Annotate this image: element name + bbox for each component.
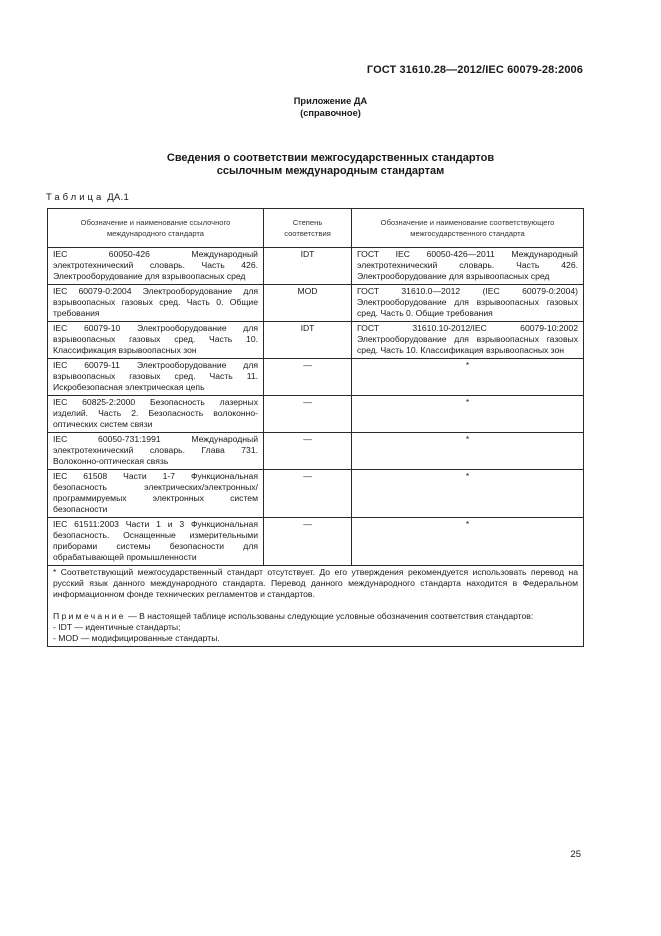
appendix-title: Приложение ДА <box>293 96 368 106</box>
table-row <box>48 285 584 322</box>
column-header-degree: Степень соответствия <box>264 209 352 248</box>
international-standard-cell: IEC 60825-2:2000 Безопасность лазерных изделий. Часть 2. Безопасность волоконно-оптических систем связи <box>48 396 264 433</box>
note-item-idt: - IDT — идентичные стандарты; <box>53 622 181 632</box>
document-id: ГОСТ 31610.28—2012/IEC 60079-28:2006 <box>366 64 583 76</box>
national-standard-cell: * <box>352 359 584 396</box>
table-row <box>48 322 584 359</box>
note-word: Примечание <box>53 611 126 621</box>
degree-cell: IDT <box>264 248 352 285</box>
national-standard-cell: * <box>352 433 584 470</box>
international-standard-cell: IEC 61511:2003 Части 1 и 3 Функциональная безопасность. Оснащенные измерительными приборами системы безопасности для обрабатывающей промышленности <box>48 518 264 566</box>
table-row <box>48 433 584 470</box>
table-header-row <box>48 209 584 248</box>
appendix-subtitle: (справочное) <box>300 108 361 118</box>
page-number: 25 <box>570 849 581 860</box>
section-title-line-2: ссылочным международным стандартам <box>216 165 445 177</box>
international-standard-cell: IEC 60050-426 Международный электротехнический словарь. Часть 426. Электрооборудование для взрывоопасных сред <box>48 248 264 285</box>
table-label <box>46 192 129 203</box>
national-standard-cell: * <box>352 518 584 566</box>
degree-cell: IDT <box>264 322 352 359</box>
table-label-number: ДА.1 <box>107 192 130 203</box>
table-row <box>48 518 584 566</box>
national-standard-cell: ГОСТ 31610.10-2012/IEC 60079-10:2002 Электрооборудование для взрывоопасных газовых сред. Часть 10. Классификация взрывоопасных зон <box>352 322 584 359</box>
appendix-heading <box>0 95 661 119</box>
degree-cell: MOD <box>264 285 352 322</box>
national-standard-cell: ГОСТ 31610.0—2012 (IEC 60079-0:2004) Электрооборудование для взрывоопасных газовых сред. Часть 0. Общие требования <box>352 285 584 322</box>
degree-cell: — <box>264 470 352 518</box>
national-standard-cell: * <box>352 470 584 518</box>
column-header-national: Обозначение и наименование соответствующего межгосударственного стандарта <box>352 209 584 248</box>
table-row <box>48 248 584 285</box>
note-item-mod: - MOD — модифицированные стандарты. <box>53 633 220 643</box>
table-footnote-cell <box>48 566 584 647</box>
international-standard-cell: IEC 60050-731:1991 Международный электротехнический словарь. Глава 731. Волоконно-оптическая связь <box>48 433 264 470</box>
table-row <box>48 359 584 396</box>
correspondence-table <box>47 208 584 647</box>
degree-cell: — <box>264 518 352 566</box>
note-paragraph <box>53 611 578 622</box>
national-standard-cell: * <box>352 396 584 433</box>
section-title-line-1: Сведения о соответствии межгосударственных стандартов <box>166 152 495 164</box>
section-title <box>0 152 661 178</box>
degree-cell: — <box>264 396 352 433</box>
table-row <box>48 396 584 433</box>
degree-cell: — <box>264 433 352 470</box>
table-footnote-row <box>48 566 584 647</box>
international-standard-cell: IEC 60079-0:2004 Электрооборудование для взрывоопасных газовых сред. Часть 0. Общие требования <box>48 285 264 322</box>
international-standard-cell: IEC 60079-10 Электрооборудование для взрывоопасных газовых сред. Часть 10. Классификация взрывоопасных зон <box>48 322 264 359</box>
international-standard-cell: IEC 60079-11 Электрооборудование для взрывоопасных газовых сред. Часть 11. Искробезопасная электрическая цепь <box>48 359 264 396</box>
note-text: — В настоящей таблице использованы следующие условные обозначения соответствия стандартов: <box>128 611 534 621</box>
footnote-text: * Соответствующий межгосударственный стандарт отсутствует. До его утверждения рекомендуется использовать перевод на русский язык данного международного стандарта. Перевод данного международного стандарта находится в Федеральном информационном фонде технических регламентов и стандартов. <box>53 567 578 599</box>
table-row <box>48 470 584 518</box>
column-header-international: Обозначение и наименование ссылочного международного стандарта <box>48 209 264 248</box>
table-label-word: Таблица <box>46 192 105 203</box>
international-standard-cell: IEC 61508 Части 1-7 Функциональная безопасность электрических/электронных/программируемых электронных систем безопасности <box>48 470 264 518</box>
degree-cell: — <box>264 359 352 396</box>
national-standard-cell: ГОСТ IEC 60050-426—2011 Международный электротехнический словарь. Часть 426. Электрооборудование для взрывоопасных сред <box>352 248 584 285</box>
